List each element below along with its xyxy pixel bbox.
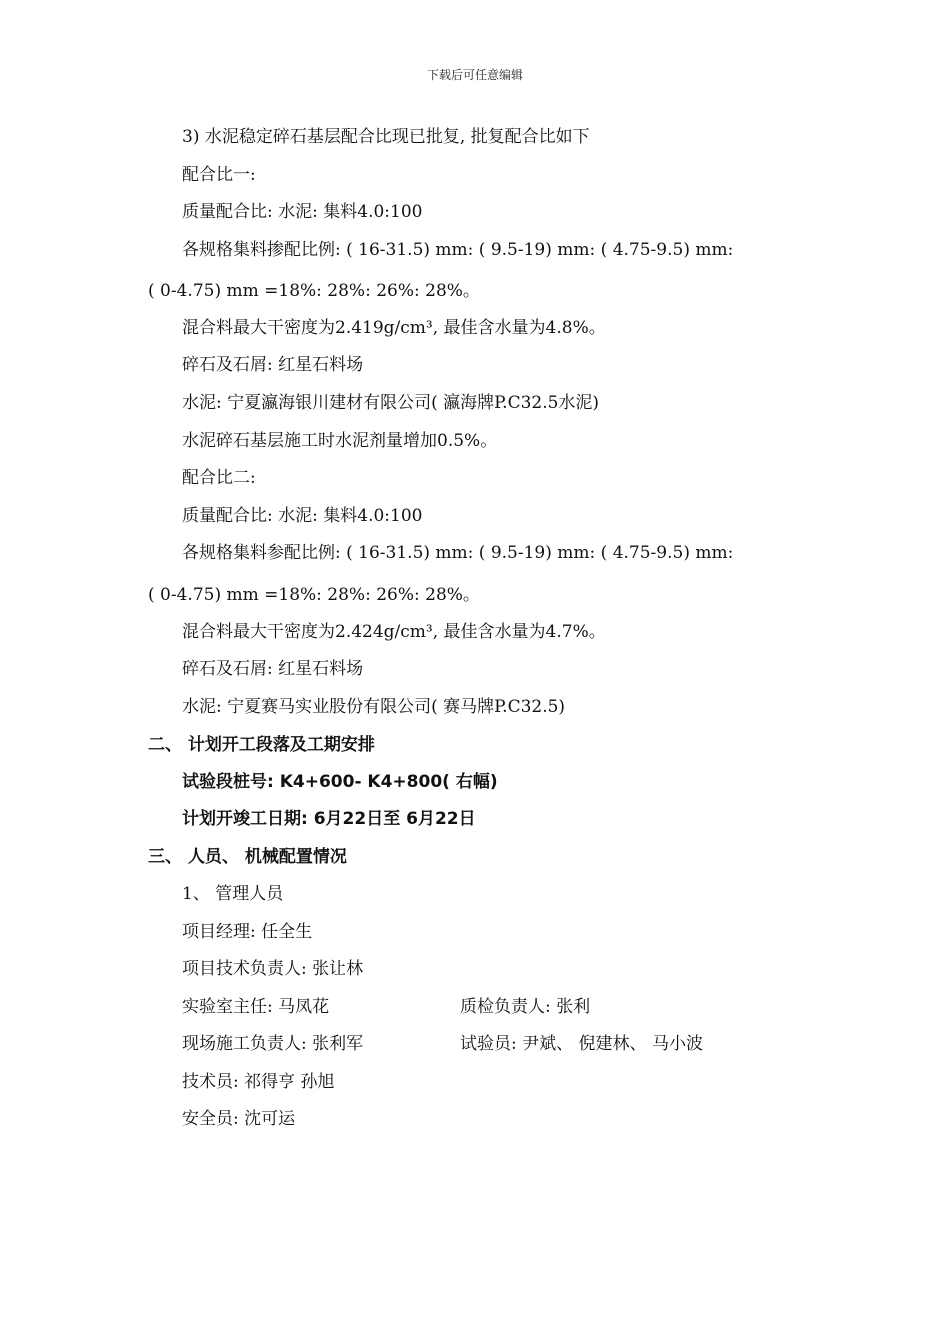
paragraph-line: 项目技术负责人: 张让林 [182, 959, 364, 979]
paragraph-line: 混合料最大干密度为2.424g/cm³, 最佳含水量为4.7%。 [182, 622, 606, 642]
paragraph-line: 水泥: 宁夏赛马实业股份有限公司( 赛马牌P.C32.5) [182, 697, 566, 717]
paragraph-line: ( 0-4.75) mm =18%: 28%: 26%: 28%。 [148, 281, 480, 301]
paragraph-line: 现场施工负责人: 张利军 [182, 1034, 364, 1054]
paragraph-line: 各规格集料参配比例: ( 16-31.5) mm: ( 9.5-19) mm: ( 4.75-9.5) mm: [182, 543, 734, 563]
paragraph-line: 质检负责人: 张利 [460, 997, 591, 1017]
paragraph-line: 安全员: 沈可运 [182, 1109, 296, 1129]
paragraph-line: 试验员: 尹斌、 倪建林、 马小波 [460, 1034, 703, 1054]
paragraph-line: 3) 水泥稳定碎石基层配合比现已批复, 批复配合比如下 [182, 127, 590, 147]
paragraph-line: ( 0-4.75) mm =18%: 28%: 26%: 28%。 [148, 585, 480, 605]
paragraph-line: 各规格集料掺配比例: ( 16-31.5) mm: ( 9.5-19) mm: ( 4.75-9.5) mm: [182, 240, 734, 260]
paragraph-line: 水泥: 宁夏瀛海银川建材有限公司( 瀛海牌P.C32.5水泥) [182, 393, 600, 413]
paragraph-line: 质量配合比: 水泥: 集料4.0:100 [182, 202, 423, 222]
paragraph-line: 实验室主任: 马凤花 [182, 997, 330, 1017]
paragraph-line: 混合料最大干密度为2.419g/cm³, 最佳含水量为4.8%。 [182, 318, 606, 338]
section-heading: 三、 人员、 机械配置情况 [148, 847, 347, 867]
section-heading: 二、 计划开工段落及工期安排 [148, 735, 375, 755]
paragraph-line: 水泥碎石基层施工时水泥剂量增加0.5%。 [182, 431, 498, 451]
paragraph-line: 配合比一: [182, 165, 256, 185]
paragraph-line: 碎石及石屑: 红星石料场 [182, 355, 364, 375]
paragraph-line: 碎石及石屑: 红星石料场 [182, 659, 364, 679]
paragraph-line: 技术员: 祁得亨 孙旭 [182, 1072, 335, 1092]
paragraph-line: 试验段桩号: K4+600- K4+800( 右幅) [182, 772, 498, 792]
paragraph-line: 质量配合比: 水泥: 集料4.0:100 [182, 506, 423, 526]
paragraph-line: 1、 管理人员 [182, 884, 284, 904]
paragraph-line: 项目经理: 任全生 [182, 922, 313, 942]
page-header: 下载后可任意编辑 [426, 68, 523, 82]
paragraph-line: 计划开竣工日期: 6月22日至 6月22日 [182, 809, 476, 829]
paragraph-line: 配合比二: [182, 468, 256, 488]
